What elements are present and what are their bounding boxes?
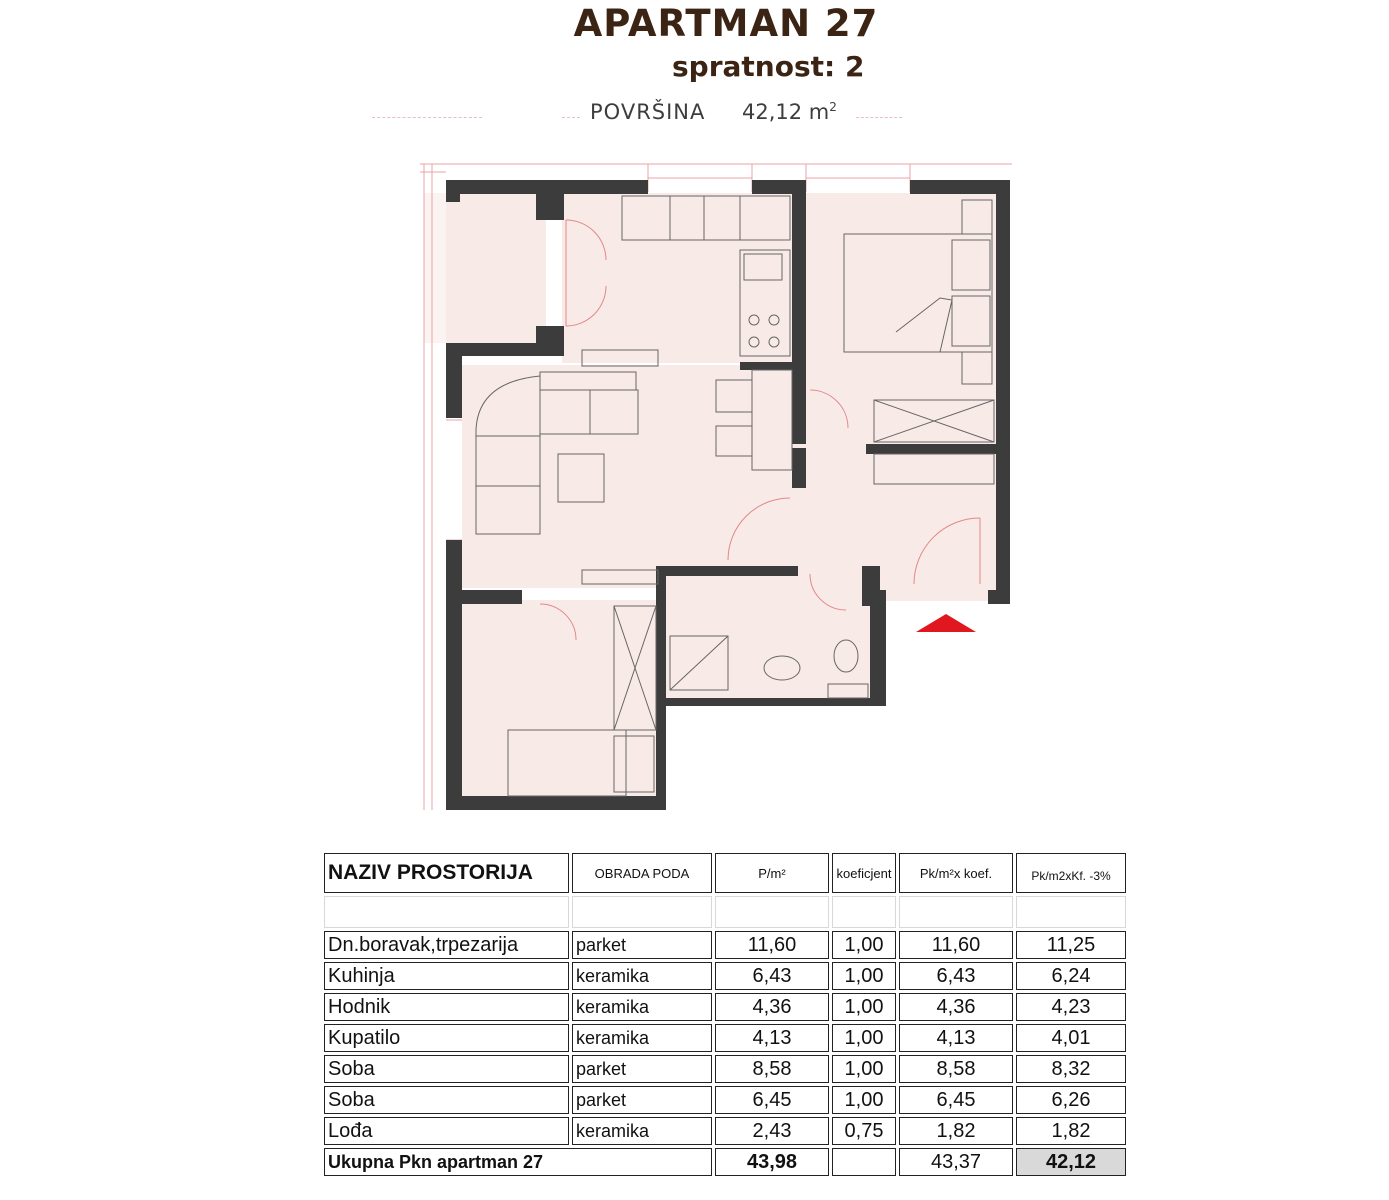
room-area-table [321, 850, 1129, 1179]
coefficient-value: 1,00 [832, 931, 896, 959]
area-coef-value: 4,13 [899, 1024, 1013, 1052]
area-value: 8,58 [715, 1055, 829, 1083]
floor-finish: keramika [572, 1117, 712, 1145]
area-coef-minus3-value: 1,82 [1016, 1117, 1126, 1145]
room-name: Hodnik [324, 993, 569, 1021]
floor-finish: keramika [572, 993, 712, 1021]
total-area-coef-minus3: 42,12 [1016, 1148, 1126, 1176]
kitchen-floor [562, 193, 800, 363]
table-row [324, 931, 1126, 959]
room-name: Soba [324, 1086, 569, 1114]
room-name: Kuhinja [324, 962, 569, 990]
coefficient-value: 1,00 [832, 993, 896, 1021]
total-area: 43,98 [715, 1148, 829, 1176]
area-coef-minus3-value: 11,25 [1016, 931, 1126, 959]
loggia-floor [446, 193, 546, 343]
area-summary [372, 100, 902, 130]
floor-finish: keramika [572, 962, 712, 990]
area-unit-exponent: 2 [829, 100, 837, 114]
page-title: APARTMAN 27 [573, 2, 879, 45]
header-area: P/m² [715, 853, 829, 893]
table-row [324, 1086, 1126, 1114]
header-coefficient: koeficjent [832, 853, 896, 893]
decorative-divider [562, 117, 580, 118]
coefficient-value: 1,00 [832, 1086, 896, 1114]
header-floor-finish: OBRADA PODA [572, 853, 712, 893]
floor-finish: parket [572, 1086, 712, 1114]
area-value: 11,60 [715, 931, 829, 959]
area-coef-minus3-value: 8,32 [1016, 1055, 1126, 1083]
header-area-coef: Pk/m²x koef. [899, 853, 1013, 893]
room-name: Lođa [324, 1117, 569, 1145]
table-header-row [324, 853, 1126, 893]
living-room-floor [462, 365, 800, 588]
area-coef-value: 6,43 [899, 962, 1013, 990]
area-coef-minus3-value: 6,26 [1016, 1086, 1126, 1114]
decorative-divider [856, 117, 902, 118]
header-area-coef-minus3: Pk/m2xKf. -3% [1016, 853, 1126, 893]
coefficient-value: 1,00 [832, 962, 896, 990]
area-coef-value: 4,36 [899, 993, 1013, 1021]
coefficient-value: 0,75 [832, 1117, 896, 1145]
room-name: Dn.boravak,trpezarija [324, 931, 569, 959]
coefficient-value: 1,00 [832, 1055, 896, 1083]
table-row-empty [324, 896, 1126, 928]
area-coef-value: 8,58 [899, 1055, 1013, 1083]
bedroom-floor [800, 193, 1000, 601]
coefficient-value: 1,00 [832, 1024, 896, 1052]
area-value: 4,13 [715, 1024, 829, 1052]
area-label: POVRŠINA [590, 100, 706, 124]
area-number: 42,12 m [742, 100, 830, 124]
area-coef-minus3-value: 6,24 [1016, 962, 1126, 990]
area-coef-minus3-value: 4,01 [1016, 1024, 1126, 1052]
area-value: 2,43 [715, 1117, 829, 1145]
room-name: Soba [324, 1055, 569, 1083]
area-value: 6,45 [715, 1086, 829, 1114]
table-row [324, 993, 1126, 1021]
area-coef-value: 1,82 [899, 1117, 1013, 1145]
floor-plan [400, 158, 1020, 818]
balcony-edge [424, 193, 446, 343]
table-total-row [324, 1148, 1126, 1176]
floor-finish: parket [572, 1055, 712, 1083]
header-room-name: NAZIV PROSTORIJA [324, 853, 569, 893]
room-floors [424, 193, 1000, 805]
room-name: Kupatilo [324, 1024, 569, 1052]
table-row [324, 1117, 1126, 1145]
area-value [742, 100, 837, 124]
area-coef-value: 6,45 [899, 1086, 1013, 1114]
area-value: 4,36 [715, 993, 829, 1021]
total-area-coef: 43,37 [899, 1148, 1013, 1176]
area-coef-value: 11,60 [899, 931, 1013, 959]
table-row [324, 1055, 1126, 1083]
area-value: 6,43 [715, 962, 829, 990]
table-row [324, 962, 1126, 990]
area-coef-minus3-value: 4,23 [1016, 993, 1126, 1021]
table-row [324, 1024, 1126, 1052]
entrance-arrow-icon [916, 614, 976, 632]
total-label: Ukupna Pkn apartman 27 [324, 1148, 712, 1176]
decorative-divider [372, 117, 482, 118]
floor-finish: keramika [572, 1024, 712, 1052]
floor-level-subtitle: spratnost: 2 [672, 50, 865, 83]
floor-finish: parket [572, 931, 712, 959]
small-room-floor [462, 600, 662, 805]
